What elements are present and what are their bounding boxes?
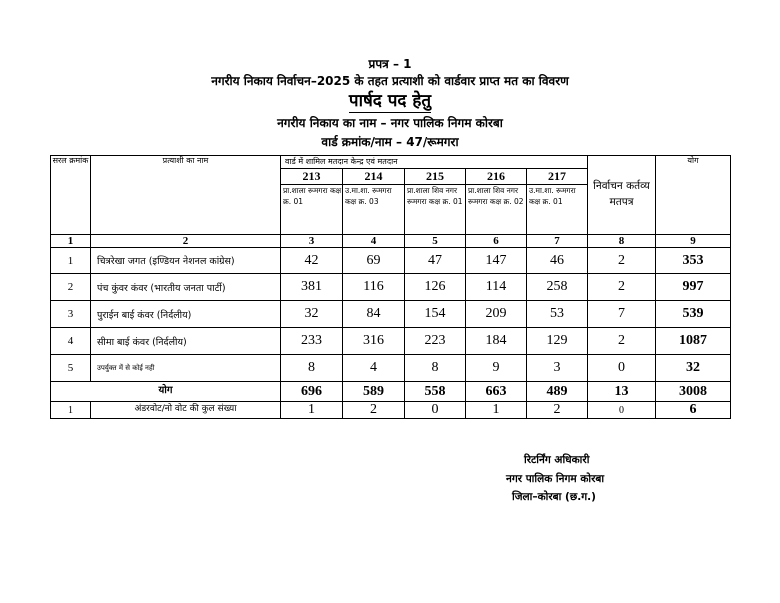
column-number: 7 (527, 235, 588, 248)
column-number: 3 (281, 235, 343, 248)
vote-count: 32 (281, 301, 343, 328)
centre-name: प्रा.शाला रूमगरा कक्ष क्र. 01 (281, 185, 343, 235)
candidate-row (51, 248, 731, 274)
undervote-count: 2 (343, 402, 405, 419)
header-ward-centres: वार्ड में शामिल मतदान केन्द्र एवं मतदान (281, 156, 588, 169)
signature-title: रिटर्निंग अधिकारी (524, 454, 590, 466)
centre-name: उ.मा.शा. रूमगरा कक्ष क्र. 01 (527, 185, 588, 235)
vote-count: 209 (466, 301, 527, 328)
header-total: योग (656, 156, 731, 235)
vote-count: 316 (343, 328, 405, 355)
undervote-total: 6 (656, 402, 731, 419)
row-serial: 5 (51, 355, 91, 382)
centre-name: प्रा.शाला शिव नगर रूमगरा कक्ष क्र. 01 (405, 185, 466, 235)
centre-number: 216 (466, 169, 527, 185)
vote-count: 116 (343, 274, 405, 301)
vote-count: 223 (405, 328, 466, 355)
signature-district: जिला–कोरबा (छ.ग.) (512, 491, 596, 503)
candidate-name: उपर्युक्त में से कोई नही (91, 355, 281, 382)
centre-number: 213 (281, 169, 343, 185)
undervote-count: 1 (281, 402, 343, 419)
undervote-count: 2 (527, 402, 588, 419)
candidate-name: पंच कुंवर कंवर (भारतीय जनता पार्टी) (91, 274, 281, 301)
sum-row (51, 382, 731, 402)
vote-count: 184 (466, 328, 527, 355)
postal-count: 2 (588, 328, 656, 355)
row-total: 1087 (656, 328, 731, 355)
row-serial: 3 (51, 301, 91, 328)
undervote-serial: 1 (51, 402, 91, 419)
candidate-name: पुराईन बाई कंवर (निर्दलीय) (91, 301, 281, 328)
vote-count: 381 (281, 274, 343, 301)
row-total: 997 (656, 274, 731, 301)
row-serial: 4 (51, 328, 91, 355)
vote-count: 69 (343, 248, 405, 274)
postal-count: 2 (588, 274, 656, 301)
sum-vote: 489 (527, 382, 588, 402)
header-postal: निर्वाचन कर्तव्य मतपत्र (588, 156, 656, 235)
centre-number: 215 (405, 169, 466, 185)
vote-count: 8 (281, 355, 343, 382)
postal-count: 2 (588, 248, 656, 274)
centre-number: 214 (343, 169, 405, 185)
vote-count: 84 (343, 301, 405, 328)
column-number: 9 (656, 235, 731, 248)
vote-count: 42 (281, 248, 343, 274)
row-serial: 2 (51, 274, 91, 301)
row-total: 353 (656, 248, 731, 274)
row-total: 539 (656, 301, 731, 328)
sum-vote: 589 (343, 382, 405, 402)
undervote-count: 0 (405, 402, 466, 419)
candidate-row (51, 274, 731, 301)
vote-count: 46 (527, 248, 588, 274)
candidate-row (51, 355, 731, 382)
vote-count: 114 (466, 274, 527, 301)
column-number: 8 (588, 235, 656, 248)
centre-number: 217 (527, 169, 588, 185)
candidate-row (51, 328, 731, 355)
postal-count: 7 (588, 301, 656, 328)
vote-count: 147 (466, 248, 527, 274)
centre-name: उ.मा.शा. रूमगरा कक्ष क्र. 03 (343, 185, 405, 235)
ward-name: वार्ड क्रमांक/नाम – 47/रूमगरा (321, 135, 459, 149)
column-number: 4 (343, 235, 405, 248)
column-number: 2 (91, 235, 281, 248)
header-candidate: प्रत्याशी का नाम (91, 156, 281, 235)
candidate-row (51, 301, 731, 328)
sum-postal: 13 (588, 382, 656, 402)
vote-count: 8 (405, 355, 466, 382)
candidate-name: चित्ररेखा जगत (इण्डियन नेशनल कांग्रेस) (91, 248, 281, 274)
row-total: 32 (656, 355, 731, 382)
document-subtitle: नगरीय निकाय निर्वाचन–2025 के तहत प्रत्याशी को वार्डवार प्राप्त मत का विवरण (211, 74, 569, 88)
vote-count: 233 (281, 328, 343, 355)
results-table (50, 155, 731, 419)
post-title (0, 93, 780, 110)
sum-vote: 558 (405, 382, 466, 402)
vote-count: 47 (405, 248, 466, 274)
signature-org: नगर पालिक निगम कोरबा (506, 473, 605, 485)
centre-name: प्रा.शाला शिव नगर रूमगरा कक्ष क्र. 02 (466, 185, 527, 235)
grand-total: 3008 (656, 382, 731, 402)
undervote-postal: 0 (588, 402, 656, 419)
row-serial: 1 (51, 248, 91, 274)
column-number: 5 (405, 235, 466, 248)
vote-count: 258 (527, 274, 588, 301)
vote-count: 126 (405, 274, 466, 301)
column-number: 6 (466, 235, 527, 248)
sum-label: योग (51, 382, 281, 402)
sum-vote: 696 (281, 382, 343, 402)
vote-count: 4 (343, 355, 405, 382)
vote-count: 129 (527, 328, 588, 355)
undervote-label: अंडरवोट/नो वोट की कुल संख्या (91, 402, 281, 419)
candidate-name: सीमा बाई कंवर (निर्दलीय) (91, 328, 281, 355)
column-number: 1 (51, 235, 91, 248)
vote-count: 53 (527, 301, 588, 328)
sum-vote: 663 (466, 382, 527, 402)
undervote-row (51, 402, 731, 419)
form-number: प्रपत्र – 1 (368, 57, 412, 71)
postal-count: 0 (588, 355, 656, 382)
vote-count: 9 (466, 355, 527, 382)
undervote-count: 1 (466, 402, 527, 419)
vote-count: 154 (405, 301, 466, 328)
urban-body-name: नगरीय निकाय का नाम – नगर पालिक निगम कोरबा (277, 116, 503, 130)
header-serial: सरल क्रमांक (51, 156, 91, 235)
post-title-text: पार्षद पद हेतु (348, 91, 432, 111)
vote-count: 3 (527, 355, 588, 382)
